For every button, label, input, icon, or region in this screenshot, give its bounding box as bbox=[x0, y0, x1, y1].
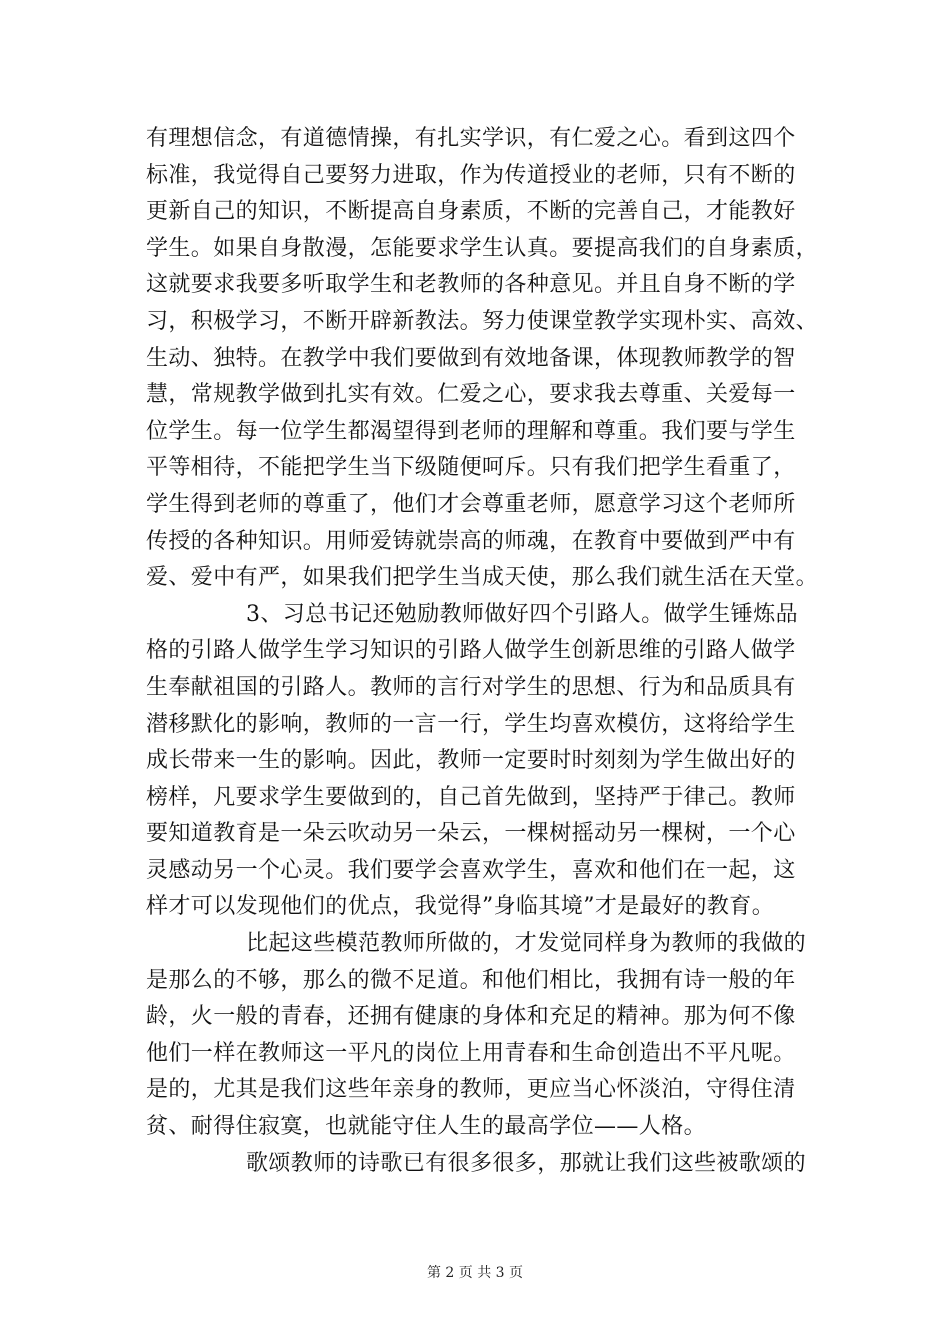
text-line: 样才可以发现他们的优点，我觉得”身临其境”才是最好的教育。 bbox=[146, 894, 775, 920]
page-footer: 第 2 页 共 3 页 bbox=[426, 1265, 524, 1281]
paragraph-start-line: 歌颂教师的诗歌已有很多很多，那就让我们这些被歌颂的 bbox=[246, 1150, 807, 1176]
text-line: 慧，常规教学做到扎实有效。仁爱之心，要求我去尊重、关爱每一 bbox=[146, 382, 796, 408]
text-line: 爱、爱中有严，如果我们把学生当成天使，那么我们就生活在天堂。 bbox=[146, 565, 819, 591]
text-line: 龄，火一般的青春，还拥有健康的身体和充足的精神。那为何不像 bbox=[146, 1004, 796, 1030]
text-line: 成长带来一生的影响。因此，教师一定要时时刻刻为学生做出好的 bbox=[146, 748, 796, 774]
text-line: 是的，尤其是我们这些年亲身的教师，更应当心怀淡泊，守得住清 bbox=[146, 1077, 796, 1103]
text-line: 生奉献祖国的引路人。教师的言行对学生的思想、行为和品质具有 bbox=[146, 674, 796, 700]
text-line: 更新自己的知识，不断提高自身素质，不断的完善自己，才能教好 bbox=[146, 199, 796, 225]
paragraph-start-line: 3、习总书记还勉励教师做好四个引路人。做学生锤炼品 bbox=[246, 601, 798, 627]
text-line: 他们一样在教师这一平凡的岗位上用青春和生命创造出不平凡呢。 bbox=[146, 1040, 796, 1066]
paragraph-start-line: 比起这些模范教师所做的，才发觉同样身为教师的我做的 bbox=[246, 931, 807, 957]
text-line: 贫、耐得住寂寞，也就能守住人生的最高学位——人格。 bbox=[146, 1114, 707, 1140]
text-line: 灵感动另一个心灵。我们要学会喜欢学生，喜欢和他们在一起，这 bbox=[146, 857, 796, 883]
text-line: 学生。如果自身散漫，怎能要求学生认真。要提高我们的自身素质， bbox=[146, 235, 819, 261]
text-line: 要知道教育是一朵云吹动另一朵云，一棵树摇动另一棵树，一个心 bbox=[146, 821, 796, 847]
text-line: 传授的各种知识。用师爱铸就崇高的师魂，在教育中要做到严中有 bbox=[146, 528, 796, 554]
text-line: 是那么的不够，那么的微不足道。和他们相比，我拥有诗一般的年 bbox=[146, 967, 796, 993]
text-line: 位学生。每一位学生都渴望得到老师的理解和尊重。我们要与学生 bbox=[146, 418, 796, 444]
text-line: 榜样，凡要求学生要做到的，自己首先做到，坚持严于律己。教师 bbox=[146, 784, 796, 810]
text-line: 学生得到老师的尊重了，他们才会尊重老师，愿意学习这个老师所 bbox=[146, 491, 796, 517]
text-line: 潜移默化的影响，教师的一言一行，学生均喜欢模仿，这将给学生 bbox=[146, 711, 796, 737]
text-line: 这就要求我要多听取学生和老教师的各种意见。并且自身不断的学 bbox=[146, 272, 796, 298]
text-line: 有理想信念，有道德情操，有扎实学识，有仁爱之心。看到这四个 bbox=[146, 126, 796, 151]
body-text bbox=[146, 121, 819, 1182]
text-line: 平等相待，不能把学生当下级随便呵斥。只有我们把学生看重了， bbox=[146, 455, 796, 481]
text-line: 格的引路人做学生学习知识的引路人做学生创新思维的引路人做学 bbox=[146, 638, 796, 664]
text-line: 习，积极学习，不断开辟新教法。努力使课堂教学实现朴实、高效、 bbox=[146, 308, 819, 334]
text-line: 标准，我觉得自己要努力进取，作为传道授业的老师，只有不断的 bbox=[146, 162, 796, 188]
text-line: 生动、独特。在教学中我们要做到有效地备课，体现教师教学的智 bbox=[146, 345, 796, 371]
